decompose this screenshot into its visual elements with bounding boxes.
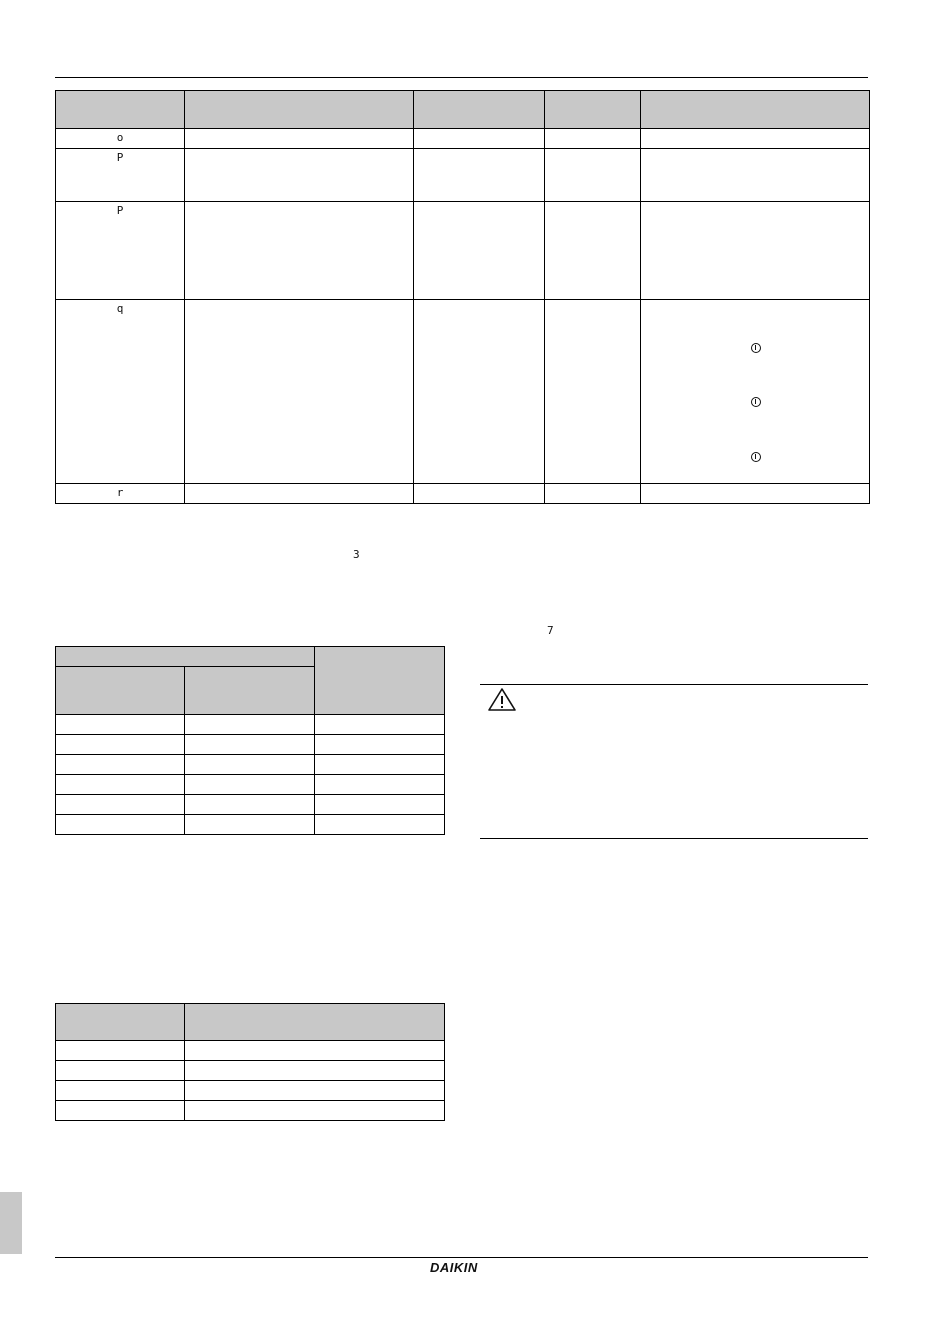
header-cell [185,667,315,715]
warning-triangle-icon [487,687,517,712]
table-row [56,795,445,815]
table-row [56,775,445,795]
inline-glyph: 7 [547,624,554,637]
table-row [56,1101,445,1121]
row-glyph: P [116,204,124,217]
table-header-row [56,1004,445,1041]
warning-bottom-rule [480,838,868,839]
table-row [56,1081,445,1101]
header-cell [56,1004,185,1041]
third-table [55,1003,445,1121]
row-glyph: o [116,131,124,144]
table-row [56,1041,445,1061]
second-table [55,646,445,835]
header-rule [55,77,868,78]
warning-top-rule [480,684,868,685]
row-glyph: r [116,486,124,499]
table-row [56,149,870,202]
header-cell [56,667,185,715]
info-circle-icon [751,452,761,462]
table-row [56,735,445,755]
header-cell [414,91,545,129]
header-cell [185,91,414,129]
table-row [56,715,445,735]
main-table [55,90,870,504]
table-header-row [56,647,445,667]
table-row [56,755,445,775]
daikin-logo: DAIKIN [430,1260,478,1275]
table-row [56,129,870,149]
side-tab [0,1192,22,1254]
table-row [56,484,870,504]
inline-glyph: 3 [353,548,360,561]
table-row [56,202,870,300]
table-row [56,300,870,484]
header-cell [545,91,641,129]
table-row [56,1061,445,1081]
header-cell [185,1004,445,1041]
table-row [56,815,445,835]
row-glyph: P [116,151,124,164]
header-cell [56,647,315,667]
footer-rule [55,1257,868,1258]
info-circle-icon [751,397,761,407]
header-cell [641,91,870,129]
header-cell [315,647,445,715]
header-cell [56,91,185,129]
table-header-row [56,91,870,129]
row-glyph: q [116,302,124,315]
info-circle-icon [751,343,761,353]
